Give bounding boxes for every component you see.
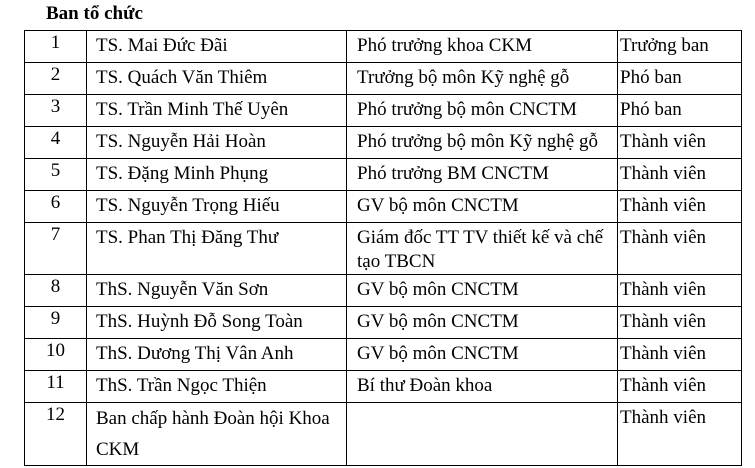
table-row xyxy=(25,95,742,127)
member-role: Thành viên xyxy=(618,339,742,371)
committee-table xyxy=(24,30,742,466)
member-position: GV bộ môn CNCTM xyxy=(347,275,618,307)
member-position: GV bộ môn CNCTM xyxy=(347,307,618,339)
member-position: GV bộ môn CNCTM xyxy=(347,339,618,371)
table-row xyxy=(25,63,742,95)
member-position: Phó trưởng bộ môn Kỹ nghệ gỗ xyxy=(347,127,618,159)
row-number: 6 xyxy=(25,191,87,223)
table-row xyxy=(25,403,742,466)
member-role: Phó ban xyxy=(618,95,742,127)
member-role: Thành viên xyxy=(618,223,742,275)
member-role: Thành viên xyxy=(618,127,742,159)
member-role: Thành viên xyxy=(618,371,742,403)
member-position: GV bộ môn CNCTM xyxy=(347,191,618,223)
member-position: Bí thư Đoàn khoa xyxy=(347,371,618,403)
member-name: ThS. Trần Ngọc Thiện xyxy=(87,371,347,403)
member-role: Trưởng ban xyxy=(618,31,742,63)
member-role: Thành viên xyxy=(618,191,742,223)
member-name: ThS. Huỳnh Đỗ Song Toàn xyxy=(87,307,347,339)
row-number: 4 xyxy=(25,127,87,159)
member-position: Phó trưởng khoa CKM xyxy=(347,31,618,63)
member-role: Thành viên xyxy=(618,159,742,191)
row-number: 11 xyxy=(25,371,87,403)
row-number: 9 xyxy=(25,307,87,339)
row-number: 7 xyxy=(25,223,87,275)
member-role: Thành viên xyxy=(618,403,742,466)
table-row xyxy=(25,31,742,63)
section-heading: Ban tổ chức xyxy=(46,3,143,24)
member-name: Ban chấp hành Đoàn hội Khoa CKM xyxy=(87,403,347,466)
member-position: Giám đốc TT TV thiết kế và chế tạo TBCN xyxy=(347,223,618,275)
member-name: TS. Quách Văn Thiêm xyxy=(87,63,347,95)
member-name: TS. Đặng Minh Phụng xyxy=(87,159,347,191)
row-number: 10 xyxy=(25,339,87,371)
row-number: 5 xyxy=(25,159,87,191)
row-number: 8 xyxy=(25,275,87,307)
member-role: Thành viên xyxy=(618,307,742,339)
member-position xyxy=(347,403,618,466)
table-row xyxy=(25,159,742,191)
table-row xyxy=(25,307,742,339)
table-row xyxy=(25,191,742,223)
member-name: TS. Nguyễn Trọng Hiếu xyxy=(87,191,347,223)
table-row xyxy=(25,223,742,275)
member-name: TS. Trần Minh Thế Uyên xyxy=(87,95,347,127)
row-number: 2 xyxy=(25,63,87,95)
table-row xyxy=(25,275,742,307)
member-name: ThS. Nguyễn Văn Sơn xyxy=(87,275,347,307)
member-position: Trưởng bộ môn Kỹ nghệ gỗ xyxy=(347,63,618,95)
member-name: TS. Mai Đức Đãi xyxy=(87,31,347,63)
row-number: 12 xyxy=(25,403,87,466)
member-name: TS. Nguyễn Hải Hoàn xyxy=(87,127,347,159)
member-role: Thành viên xyxy=(618,275,742,307)
member-name: TS. Phan Thị Đăng Thư xyxy=(87,223,347,275)
table-row xyxy=(25,371,742,403)
row-number: 1 xyxy=(25,31,87,63)
row-number: 3 xyxy=(25,95,87,127)
member-name: ThS. Dương Thị Vân Anh xyxy=(87,339,347,371)
table-row xyxy=(25,339,742,371)
member-position: Phó trưởng bộ môn CNCTM xyxy=(347,95,618,127)
member-position: Phó trưởng BM CNCTM xyxy=(347,159,618,191)
member-role: Phó ban xyxy=(618,63,742,95)
table-row xyxy=(25,127,742,159)
